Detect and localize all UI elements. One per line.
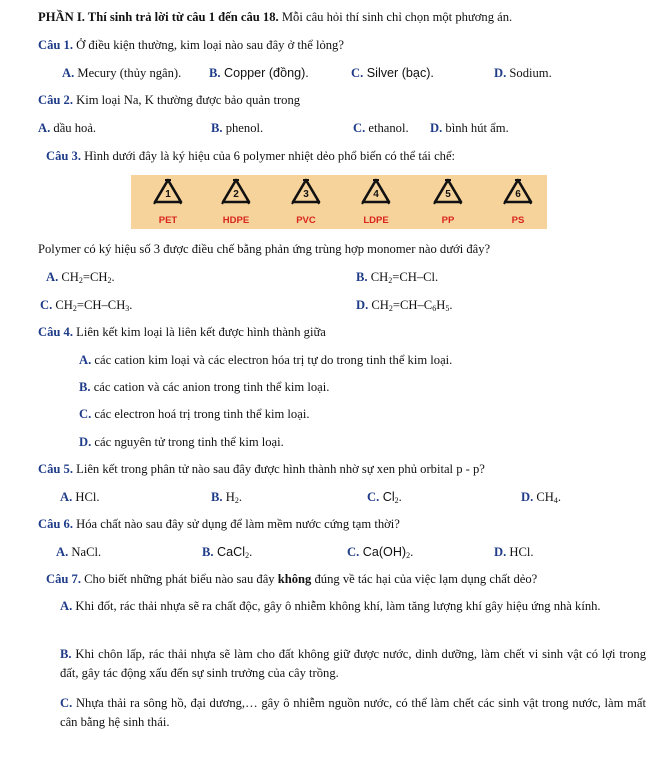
- part-label: PHẦN I.: [38, 10, 85, 24]
- q2-option-a[interactable]: A. dầu hoả.: [38, 121, 97, 135]
- question-label: Câu 6.: [38, 517, 73, 531]
- question-3: [46, 148, 455, 164]
- q3-option-d[interactable]: D. $CH_2=CH-C_6H_5$.: [356, 298, 453, 313]
- q4-option-a[interactable]: A. các cation kim loại và các electron hóa trị tự do trong tinh thể kim loại.: [79, 353, 453, 367]
- q5-option-a[interactable]: A. HCl.: [60, 490, 100, 504]
- q3-option-a[interactable]: A. $CH_2=CH_2$.: [46, 270, 115, 285]
- q5-option-d[interactable]: D. $CH_4$.: [521, 490, 562, 505]
- question-label: Câu 2.: [38, 93, 73, 107]
- q1-option-d[interactable]: D. Sodium.: [494, 66, 552, 80]
- q1-option-c[interactable]: C. Silver (bạc).: [351, 66, 434, 80]
- q3-option-b[interactable]: B. $CH_2=CH-Cl$.: [356, 270, 439, 285]
- question-6: [38, 516, 400, 532]
- q4-option-d[interactable]: D. các nguyên tử trong tinh thể kim loại.: [79, 435, 284, 449]
- question-text: Liên kết trong phân tử nào sau đây được hình thành nhờ sự xen phủ orbital p - p?: [73, 462, 485, 476]
- recycle-symbol-6: 6 PS: [493, 175, 543, 229]
- question-text: Hình dưới đây là ký hiệu của 6 polymer nhiệt dẻo phổ biến có thể tái chế:: [81, 149, 456, 163]
- q7-option-a[interactable]: A. Khi đốt, rác thải nhựa sẽ ra chất độc, gây ô nhiễm không khí, làm tăng lượng khí gây hiệu ứng nhà kính.: [60, 599, 601, 613]
- question-text: Liên kết kim loại là liên kết được hình thành giữa: [73, 325, 326, 339]
- recycling-symbols-banner: [131, 175, 547, 229]
- q1-option-b[interactable]: B. Copper (đồng).: [209, 66, 309, 80]
- q6-option-b[interactable]: B. CaCl$_2$.: [202, 545, 253, 560]
- q5-option-b[interactable]: B. $H_2$.: [211, 490, 242, 505]
- question-label: Câu 7.: [46, 572, 81, 586]
- part-instruction: Thí sinh trả lời từ câu 1 đến câu 18.: [84, 10, 279, 24]
- q6-option-d[interactable]: D. HCl.: [494, 545, 534, 559]
- section-header: [38, 9, 512, 25]
- question-1: [38, 37, 344, 53]
- part-note: Mỗi câu hỏi thí sinh chỉ chọn một phương án.: [278, 10, 513, 24]
- question-label: Câu 3.: [46, 149, 81, 163]
- q7-option-b[interactable]: B. Khi chôn lấp, rác thải nhựa sẽ làm cho đất không giữ được nước, dinh dưỡng, làm chết vi sinh vật có lợi trong đất, gây tác động xấu đến sự sinh trưởng của cây trồng.: [60, 647, 646, 680]
- q1-option-a[interactable]: A. Mecury (thủy ngân).: [62, 66, 182, 80]
- recycle-symbol-5: 5 PP: [423, 175, 473, 229]
- recycle-symbol-2: 2 HDPE: [211, 175, 261, 229]
- question-text: Ở điều kiện thường, kim loại nào sau đây ở thể lỏng?: [73, 38, 344, 52]
- q2-option-b[interactable]: B. phenol.: [211, 121, 264, 135]
- question-label: Câu 5.: [38, 462, 73, 476]
- recycle-symbol-3: 3 PVC: [281, 175, 331, 229]
- recycle-symbol-4: 4 LDPE: [351, 175, 401, 229]
- question-5: [38, 461, 485, 477]
- question-text: Cho biết những phát biểu nào sau đây: [81, 572, 278, 586]
- q6-option-c[interactable]: C. $Ca(OH)_2$.: [347, 545, 414, 560]
- q6-option-a[interactable]: A. NaCl.: [56, 545, 102, 559]
- q4-option-b[interactable]: B. các cation và các anion trong tinh thể kim loại.: [79, 380, 330, 394]
- question-4: [38, 324, 326, 340]
- recycle-symbol-1: 1 PET: [143, 175, 193, 229]
- q2-option-d[interactable]: D. bình hút ẩm.: [430, 121, 509, 135]
- q3-option-c[interactable]: C. $CH_2=CH-CH_3$.: [40, 298, 133, 313]
- q2-option-c[interactable]: C. ethanol.: [353, 121, 409, 135]
- question-7: [46, 571, 537, 587]
- q4-option-c[interactable]: C. các electron hoá trị trong tinh thể kim loại.: [79, 407, 310, 421]
- q7-option-c[interactable]: C. Nhựa thải ra sông hồ, đại dương,… gây ô nhiễm nguồn nước, có thể làm chết các sinh vật trong nước, làm mất cân bằng hệ sinh thái.: [60, 696, 646, 729]
- q5-option-c[interactable]: C. $Cl_2$.: [367, 490, 402, 505]
- question-text: Hóa chất nào sau đây sử dụng để làm mềm nước cứng tạm thời?: [73, 517, 400, 531]
- question-label: Câu 4.: [38, 325, 73, 339]
- question-label: Câu 1.: [38, 38, 73, 52]
- question-2: [38, 92, 300, 108]
- question-text: Kim loại Na, K thường được bảo quản trong: [73, 93, 301, 107]
- question-emphasis: không: [277, 572, 312, 586]
- q3-question-text: Polymer có ký hiệu số 3 được điều chế bằng phản ứng trùng hợp monomer nào dưới đây?: [38, 242, 491, 256]
- question-text-end: đúng về tác hại của việc lạm dụng chất dẻo?: [311, 572, 538, 586]
